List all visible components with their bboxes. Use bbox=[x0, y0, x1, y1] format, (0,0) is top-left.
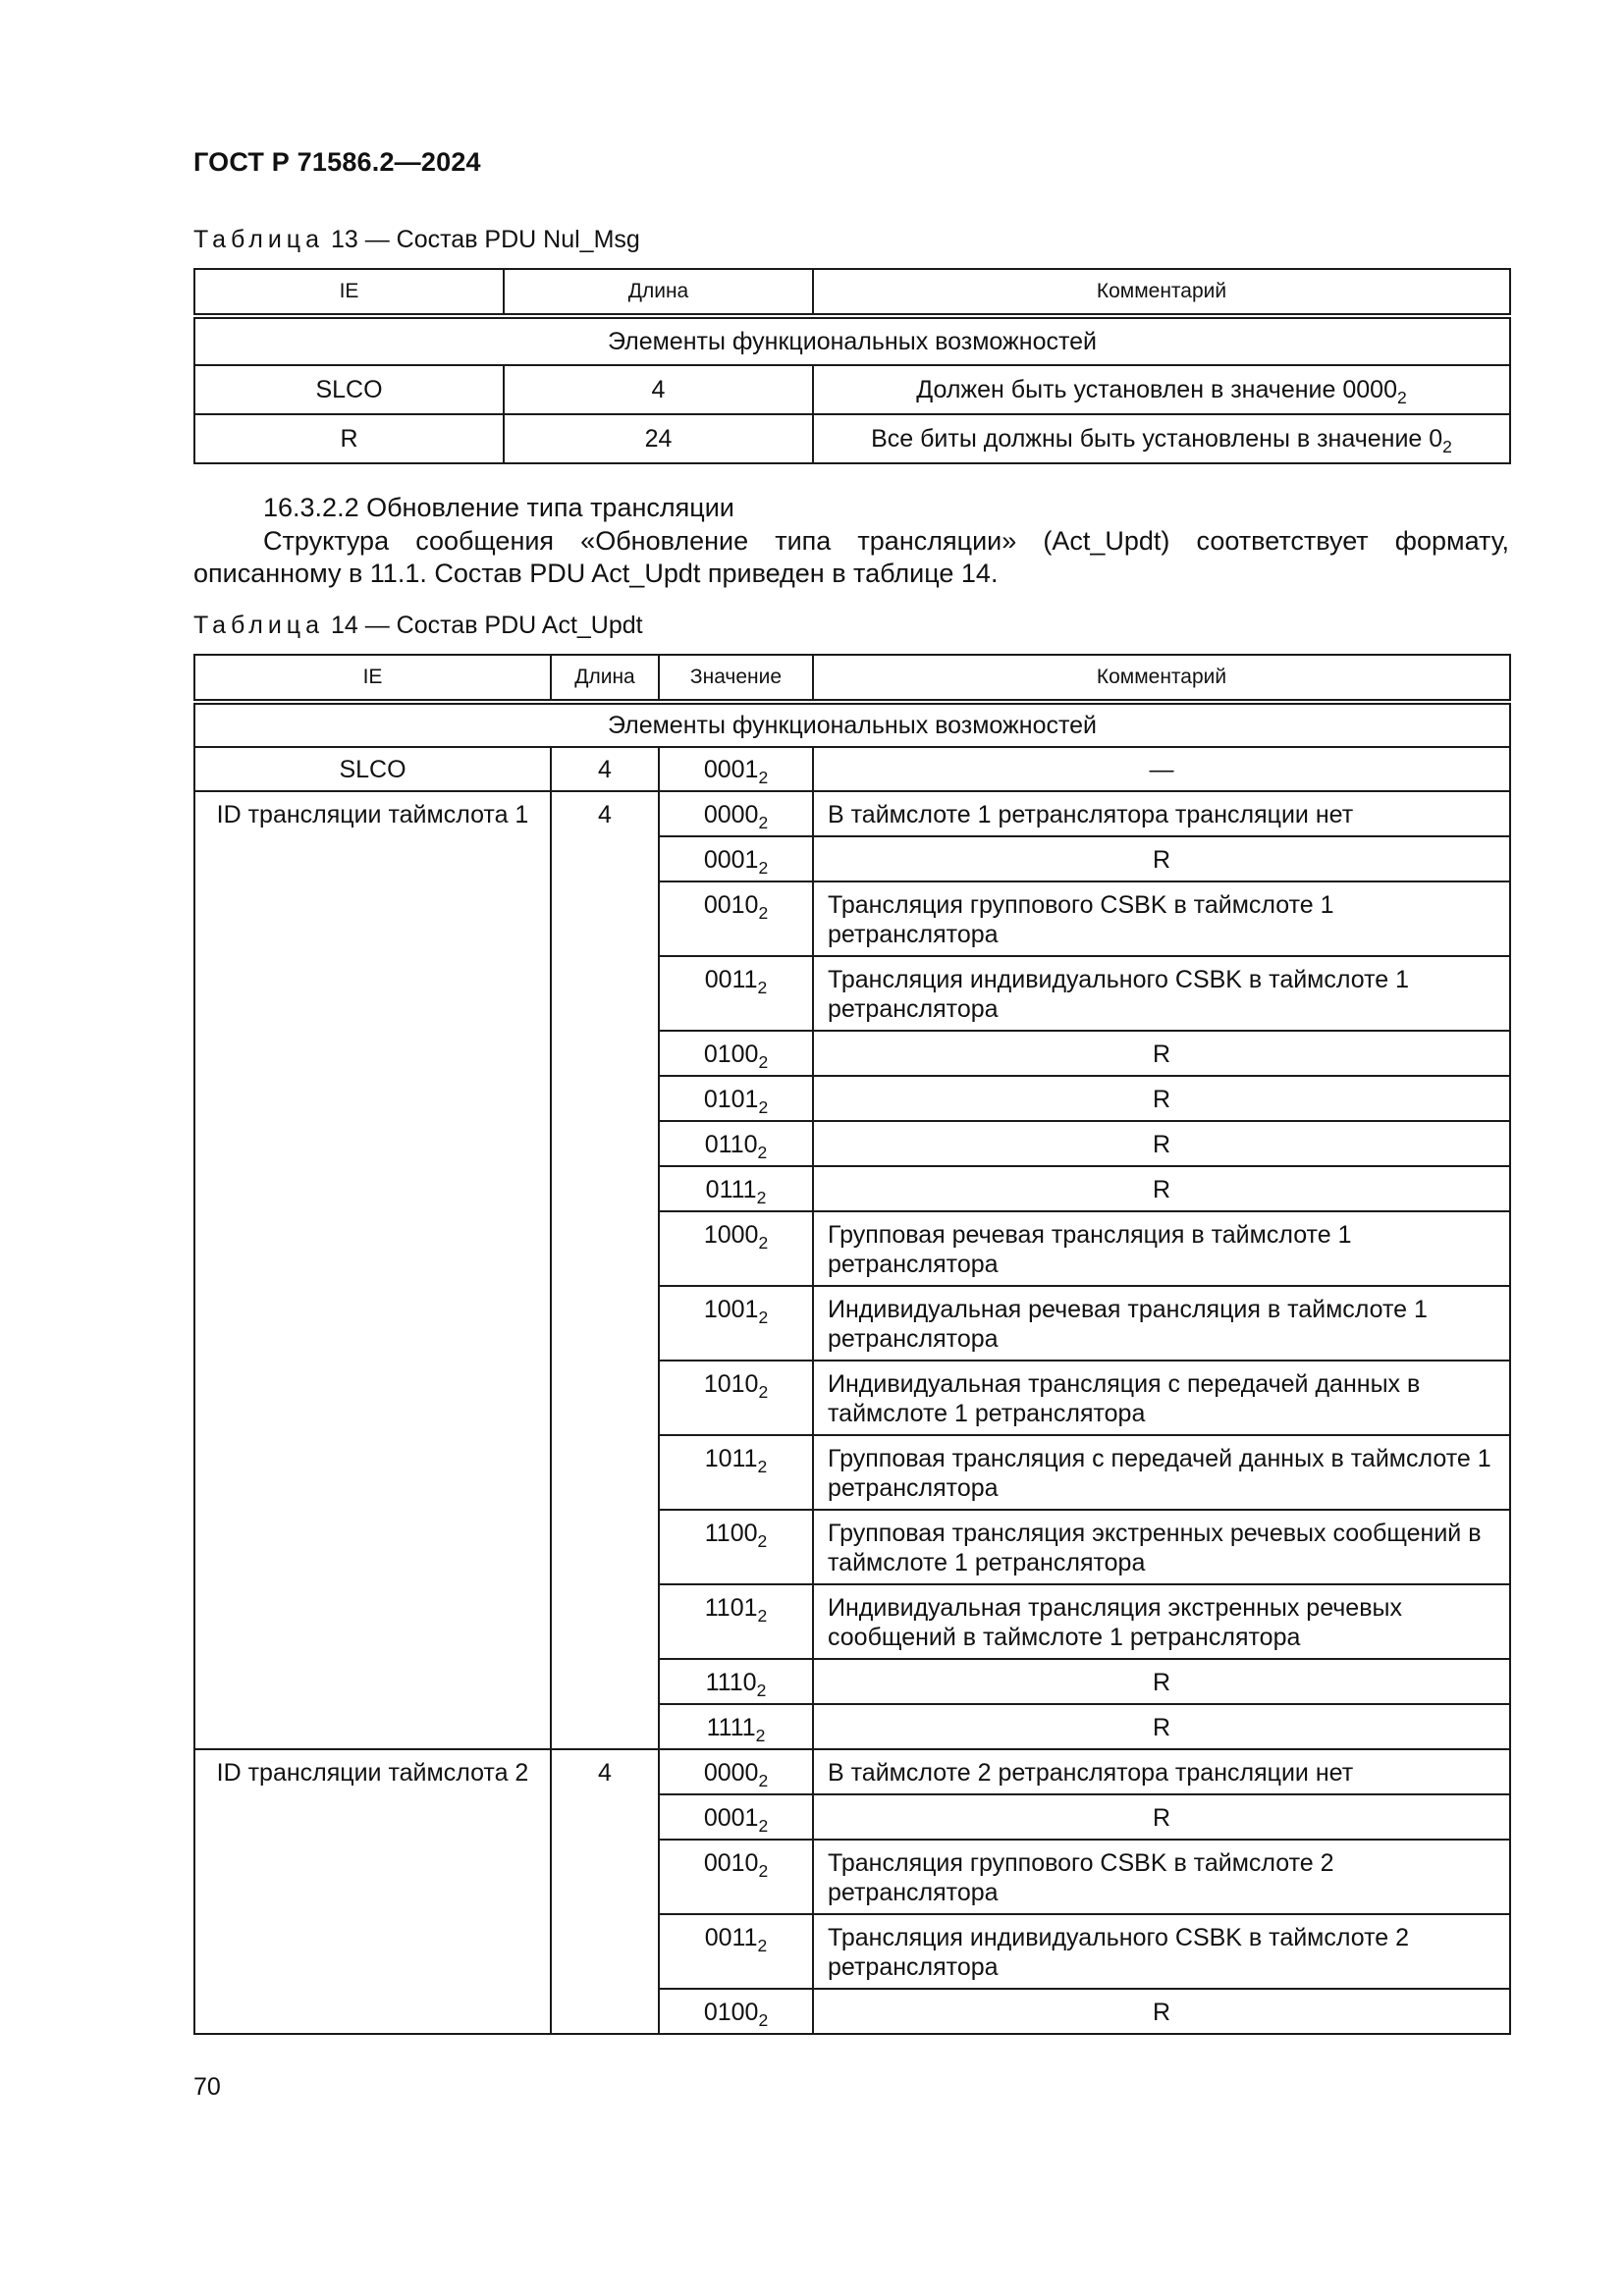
table-14-caption bbox=[193, 612, 643, 640]
cell-value: $0001_2$ bbox=[659, 1794, 813, 1840]
cell-comment: Индивидуальная трансляция экстренных речевых сообщений в таймслоте 1 ретранслятора bbox=[813, 1584, 1510, 1659]
cell-value: $0000_2$ bbox=[659, 1749, 813, 1794]
table-14-group-row bbox=[194, 702, 1510, 747]
cell-comment: Групповая речевая трансляция в таймслоте 1 ретранслятора bbox=[813, 1211, 1510, 1286]
table-row bbox=[194, 747, 1510, 791]
header-ie: IE bbox=[194, 269, 504, 316]
cell-length: 4 bbox=[551, 747, 659, 791]
cell-comment: В таймслоте 1 ретранслятора трансляции нет bbox=[813, 791, 1510, 836]
caption-prefix: Таблица bbox=[193, 612, 325, 639]
cell-length: 24 bbox=[504, 414, 813, 463]
header-ie: IE bbox=[194, 655, 551, 702]
cell-value: $1111_2$ bbox=[659, 1704, 813, 1749]
header-comment: Комментарий bbox=[813, 269, 1510, 316]
cell-value: $1100_2$ bbox=[659, 1510, 813, 1584]
cell-length: 4 bbox=[504, 365, 813, 414]
header-length: Длина bbox=[504, 269, 813, 316]
cell-value: $1010_2$ bbox=[659, 1361, 813, 1435]
cell-value: $0100_2$ bbox=[659, 1031, 813, 1076]
cell-ie: ID трансляции таймслота 1 bbox=[194, 791, 551, 1749]
cell-comment: Индивидуальная трансляция с передачей данных в таймслоте 1 ретранслятора bbox=[813, 1361, 1510, 1435]
cell-comment: Групповая трансляция экстренных речевых сообщений в таймслоте 1 ретранслятора bbox=[813, 1510, 1510, 1584]
cell-comment: R bbox=[813, 1121, 1510, 1166]
page-number: 70 bbox=[193, 2073, 221, 2101]
cell-value: $0100_2$ bbox=[659, 1989, 813, 2034]
cell-comment: R bbox=[813, 1704, 1510, 1749]
table-13-caption bbox=[193, 226, 640, 254]
header-value: Значение bbox=[659, 655, 813, 702]
table-13-group-row bbox=[194, 316, 1510, 365]
cell-comment: Все биты должны быть установлены в значение $0_2$ bbox=[813, 414, 1510, 463]
section-heading: 16.3.2.2 Обновление типа трансляции bbox=[263, 493, 734, 522]
cell-comment: Групповая трансляция с передачей данных в таймслоте 1 ретранслятора bbox=[813, 1435, 1510, 1510]
table-row bbox=[194, 791, 1510, 836]
cell-value: $1001_2$ bbox=[659, 1286, 813, 1361]
cell-comment: R bbox=[813, 1794, 1510, 1840]
cell-comment: Трансляция индивидуального CSBK в таймслоте 1 ретранслятора bbox=[813, 956, 1510, 1031]
cell-comment: Трансляция группового CSBK в таймслоте 2 ретранслятора bbox=[813, 1840, 1510, 1914]
cell-ie: SLCO bbox=[194, 365, 504, 414]
cell-length: 4 bbox=[551, 1749, 659, 2034]
table-14 bbox=[193, 654, 1511, 2035]
cell-value: $0011_2$ bbox=[659, 1914, 813, 1989]
table-row bbox=[194, 1749, 1510, 1794]
header-comment: Комментарий bbox=[813, 655, 1510, 702]
caption-title: 13 — Состав PDU Nul_Msg bbox=[324, 226, 640, 253]
cell-value: $0010_2$ bbox=[659, 1840, 813, 1914]
cell-value: $1101_2$ bbox=[659, 1584, 813, 1659]
cell-ie: R bbox=[194, 414, 504, 463]
header-length: Длина bbox=[551, 655, 659, 702]
group-row-label: Элементы функциональных возможностей bbox=[194, 702, 1510, 747]
table-13 bbox=[193, 268, 1511, 464]
table-row bbox=[194, 365, 1510, 414]
table-row bbox=[194, 414, 1510, 463]
cell-value: $1000_2$ bbox=[659, 1211, 813, 1286]
cell-value: $0001_2$ bbox=[659, 747, 813, 791]
cell-comment: Трансляция группового CSBK в таймслоте 1 ретранслятора bbox=[813, 881, 1510, 956]
cell-comment: R bbox=[813, 1989, 1510, 2034]
table-13-header-row bbox=[194, 269, 1510, 316]
cell-value: $1110_2$ bbox=[659, 1659, 813, 1704]
section-paragraph: Структура сообщения «Обновление типа трансляции» (Act_Updt) соответствует формату, описанному в 11.1. Состав PDU Act_Updt приведен в таблице 14. bbox=[193, 526, 1509, 588]
table-14-header-row bbox=[194, 655, 1510, 702]
cell-comment: R bbox=[813, 836, 1510, 881]
caption-title: 14 — Состав PDU Act_Updt bbox=[324, 612, 643, 639]
cell-value: $0111_2$ bbox=[659, 1166, 813, 1211]
cell-comment: Индивидуальная речевая трансляция в таймслоте 1 ретранслятора bbox=[813, 1286, 1510, 1361]
page-header: ГОСТ Р 71586.2—2024 bbox=[193, 147, 481, 177]
cell-ie: SLCO bbox=[194, 747, 551, 791]
cell-comment: В таймслоте 2 ретранслятора трансляции нет bbox=[813, 1749, 1510, 1794]
group-row-label: Элементы функциональных возможностей bbox=[194, 316, 1510, 365]
cell-comment: R bbox=[813, 1076, 1510, 1121]
caption-prefix: Таблица bbox=[193, 226, 325, 253]
cell-comment: R bbox=[813, 1659, 1510, 1704]
cell-value: $0011_2$ bbox=[659, 956, 813, 1031]
cell-comment: R bbox=[813, 1031, 1510, 1076]
cell-value: $0000_2$ bbox=[659, 791, 813, 836]
cell-value: $1011_2$ bbox=[659, 1435, 813, 1510]
cell-comment: — bbox=[813, 747, 1510, 791]
cell-length: 4 bbox=[551, 791, 659, 1749]
cell-value: $0001_2$ bbox=[659, 836, 813, 881]
cell-comment: R bbox=[813, 1166, 1510, 1211]
cell-comment: Должен быть установлен в значение $0000_2$ bbox=[813, 365, 1510, 414]
cell-comment: Трансляция индивидуального CSBK в таймслоте 2 ретранслятора bbox=[813, 1914, 1510, 1989]
cell-value: $0101_2$ bbox=[659, 1076, 813, 1121]
cell-ie: ID трансляции таймслота 2 bbox=[194, 1749, 551, 2034]
cell-value: $0110_2$ bbox=[659, 1121, 813, 1166]
cell-value: $0010_2$ bbox=[659, 881, 813, 956]
